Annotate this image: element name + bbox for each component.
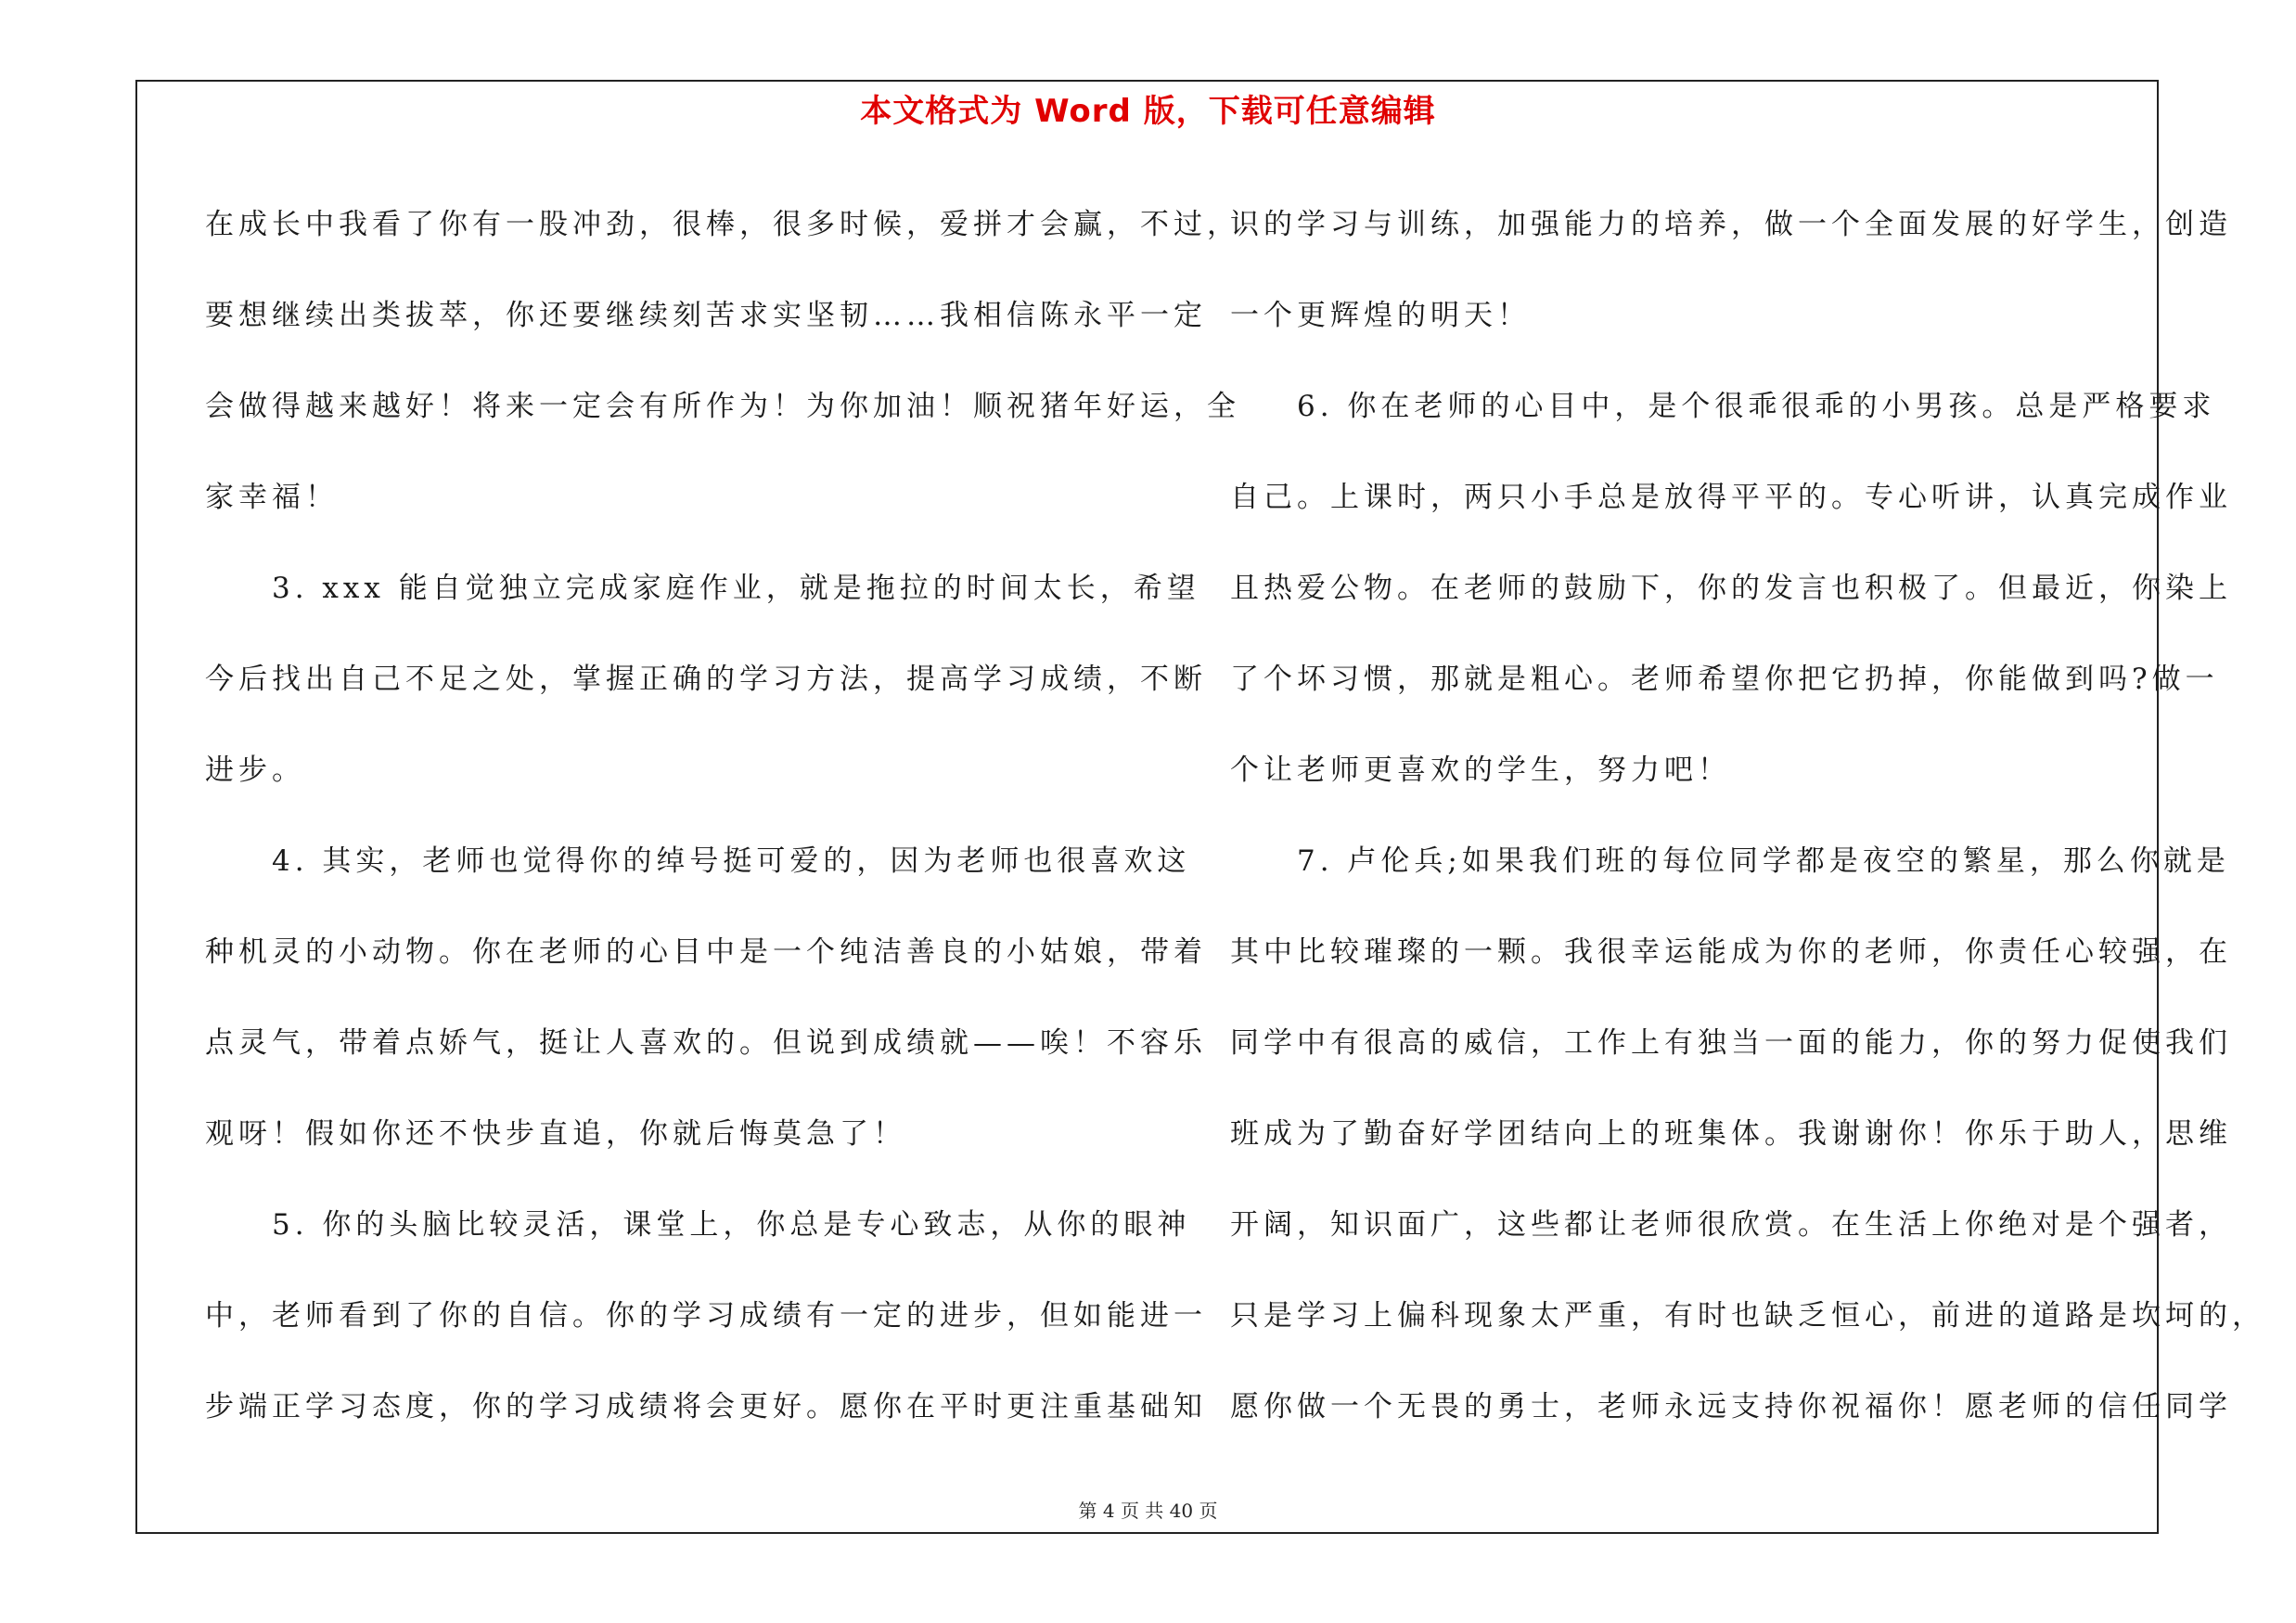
text-line: 3. xxx 能自觉独立完成家庭作业，就是拖拉的时间太长，希望 <box>205 572 1200 605</box>
text-line: 会做得越来越好！将来一定会有所作为！为你加油！顺祝猪年好运，全 <box>205 390 1240 423</box>
text-line: 其中比较璀璨的一颗。我很幸运能成为你的老师，你责任心较强，在 <box>1230 935 2232 969</box>
text-line: 点灵气，带着点娇气，挺让人喜欢的。但说到成绩就——唉！不容乐 <box>205 1026 1207 1060</box>
text-line: 班成为了勤奋好学团结向上的班集体。我谢谢你！你乐于助人，思维 <box>1230 1117 2232 1151</box>
text-line: 个让老师更喜欢的学生，努力吧！ <box>1230 754 1731 787</box>
text-line: 7. 卢伦兵;如果我们班的每位同学都是夜空的繁星，那么你就是 <box>1230 844 2230 878</box>
text-line: 在成长中我看了你有一股冲劲，很棒，很多时候，爱拼才会赢，不过， <box>205 208 1240 241</box>
text-line: 愿你做一个无畏的勇士，老师永远支持你祝福你！愿老师的信任同学 <box>1230 1390 2232 1423</box>
text-line: 只是学习上偏科现象太严重，有时也缺乏恒心，前进的道路是坎坷的， <box>1230 1299 2265 1333</box>
text-line: 进步。 <box>205 754 305 787</box>
text-line: 自己。上课时，两只小手总是放得平平的。专心听讲，认真完成作业 <box>1230 481 2232 514</box>
right-text-column <box>1230 179 2265 1452</box>
text-line: 要想继续出类拔萃，你还要继续刻苦求实坚韧……我相信陈永平一定 <box>205 299 1207 332</box>
text-line: 开阔，知识面广，这些都让老师很欣赏。在生活上你绝对是个强者， <box>1230 1208 2232 1242</box>
text-line: 步端正学习态度，你的学习成绩将会更好。愿你在平时更注重基础知 <box>205 1390 1207 1423</box>
text-line: 5. 你的头脑比较灵活，课堂上，你总是专心致志，从你的眼神 <box>205 1208 1191 1242</box>
text-line: 识的学习与训练，加强能力的培养，做一个全面发展的好学生，创造 <box>1230 208 2232 241</box>
text-line: 家幸福！ <box>205 481 339 514</box>
left-text-column <box>205 179 1240 1452</box>
text-line: 6. 你在老师的心目中，是个很乖很乖的小男孩。总是严格要求 <box>1230 390 2216 423</box>
text-line: 4. 其实，老师也觉得你的绰号挺可爱的，因为老师也很喜欢这 <box>205 844 1191 878</box>
text-line: 观呀！假如你还不快步直追，你就后悔莫急了！ <box>205 1117 906 1151</box>
text-line: 且热爱公物。在老师的鼓励下，你的发言也积极了。但最近，你染上 <box>1230 572 2232 605</box>
text-line: 了个坏习惯，那就是粗心。老师希望你把它扔掉，你能做到吗?做一 <box>1230 663 2219 696</box>
text-line: 今后找出自己不足之处，掌握正确的学习方法，提高学习成绩，不断 <box>205 663 1207 696</box>
word-format-notice: 本文格式为 Word 版，下载可任意编辑 <box>860 93 1436 130</box>
text-line: 同学中有很高的威信，工作上有独当一面的能力，你的努力促使我们 <box>1230 1026 2232 1060</box>
text-line: 种机灵的小动物。你在老师的心目中是一个纯洁善良的小姑娘，带着 <box>205 935 1207 969</box>
page-number: 第 4 页 共 40 页 <box>1078 1500 1218 1522</box>
text-line: 中，老师看到了你的自信。你的学习成绩有一定的进步，但如能进一 <box>205 1299 1207 1333</box>
text-line: 一个更辉煌的明天！ <box>1230 299 1531 332</box>
